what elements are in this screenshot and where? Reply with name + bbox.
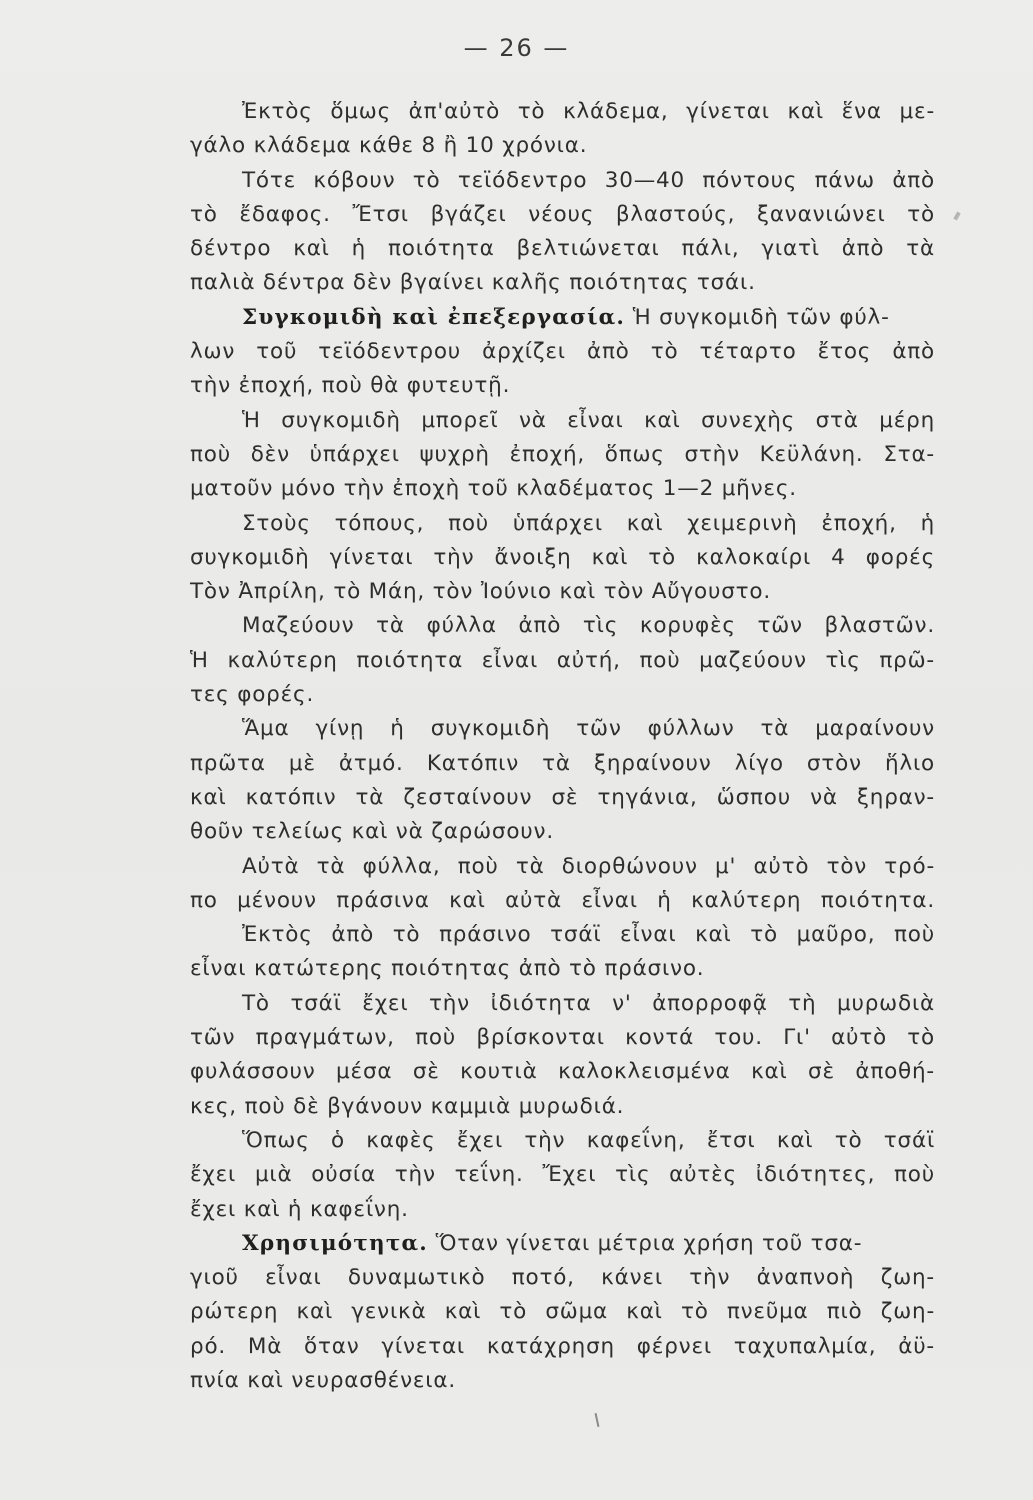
text-line: ἔχει καὶ ἡ καφεΐνη.: [190, 1196, 409, 1222]
text-line: ρό. Μὰ ὅταν γίνεται κατάχρηση φέρνει ταχυπαλμία, ἀϋ-: [190, 1333, 935, 1359]
text-line: Ἅμα γίνῃ ἡ συγκομιδὴ τῶν φύλλων τὰ μαραίνουν: [242, 716, 935, 742]
text-line: Τὸ τσάϊ ἔχει τὴν ἰδιότητα ν' ἀπορροφᾷ τὴ μυρωδιὰ: [242, 990, 935, 1016]
text-line: κες, ποὺ δὲ βγάνουν καμμιὰ μυρωδιά.: [190, 1093, 625, 1119]
text-line: δέντρο καὶ ἡ ποιότητα βελτιώνεται πάλι, γιατὶ ἀπὸ τὰ: [190, 236, 935, 262]
text-line: Ἡ συγκομιδὴ μπορεῖ νὰ εἶναι καὶ συνεχὴς στὰ μέρη: [242, 407, 935, 433]
text-run: Ἡ συγκομιδὴ τῶν φύλ-: [625, 304, 890, 330]
text-line: λων τοῦ τεϊόδεντρου ἀρχίζει ἀπὸ τὸ τέταρτο ἔτος ἀπὸ: [190, 339, 935, 365]
text-line: γιοῦ εἶναι δυναμωτικὸ ποτό, κάνει τὴν ἀναπνοὴ ζωη-: [190, 1265, 935, 1291]
text-line: θοῦν τελείως καὶ νὰ ζαρώσουν.: [190, 819, 554, 845]
text-line: Ὅπως ὁ καφὲς ἔχει τὴν καφεΐνη, ἔτσι καὶ τὸ τσάϊ: [242, 1127, 935, 1153]
text-line: γάλο κλάδεμα κάθε 8 ἢ 10 χρόνια.: [190, 133, 588, 159]
text-line: τες φορές.: [190, 682, 315, 708]
body-text: [190, 95, 935, 1398]
paper-speck: [595, 1413, 600, 1427]
text-line: Μαζεύουν τὰ φύλλα ἀπὸ τὶς κορυφὲς τῶν βλαστῶν.: [242, 613, 935, 639]
text-line: Ἐκτὸς ὅμως ἀπ'αὐτὸ τὸ κλάδεμα, γίνεται καὶ ἕνα με-: [242, 99, 935, 124]
text-line: ρώτερη καὶ γενικὰ καὶ τὸ σῶμα καὶ τὸ πνεῦμα πιὸ ζωη-: [190, 1299, 935, 1325]
text-run: Ὅταν γίνεται μέτρια χρήση τοῦ τσα-: [427, 1230, 863, 1256]
text-line: πο μένουν πράσινα καὶ αὐτὰ εἶναι ἡ καλύτερη ποιότητα.: [190, 887, 935, 913]
text-line: Στοὺς τόπους, ποὺ ὑπάρχει καὶ χειμερινὴ ἐποχή, ἡ: [242, 510, 935, 536]
text-line: Τὸν Ἀπρίλη, τὸ Μάη, τὸν Ἰούνιο καὶ τὸν Αὔγουστο.: [190, 579, 771, 605]
text-line: παλιὰ δέντρα δὲν βγαίνει καλῆς ποιότητας τσάι.: [190, 270, 756, 296]
text-line: πρῶτα μὲ ἀτμό. Κατόπιν τὰ ξηραίνουν λίγο στὸν ἥλιο: [190, 750, 935, 776]
section-heading: Συγκομιδὴ καὶ ἐπεξεργασία.: [242, 304, 626, 330]
paper-speck: [953, 212, 960, 221]
text-line: τὴν ἐποχή, ποὺ θὰ φυτευτῇ.: [190, 373, 511, 399]
text-line: καὶ κατόπιν τὰ ζεσταίνουν σὲ τηγάνια, ὥσπου νὰ ξηραν-: [190, 784, 935, 810]
text-line: Αὐτὰ τὰ φύλλα, ποὺ τὰ διορθώνουν μ' αὐτὸ τὸν τρό-: [242, 853, 935, 879]
text-line: ματοῦν μόνο τὴν ἐποχὴ τοῦ κλαδέματος 1—2 μῆνες.: [190, 476, 797, 502]
page-number: — 26 —: [463, 34, 570, 62]
text-line: ἔχει μιὰ οὐσία τὴν τεΐνη. Ἔχει τὶς αὐτὲς ἰδιότητες, ποὺ: [190, 1162, 935, 1188]
section-heading: Χρησιμότητα.: [242, 1230, 428, 1256]
text-line: Ἐκτὸς ἀπὸ τὸ πράσινο τσάϊ εἶναι καὶ τὸ μαῦρο, ποὺ: [242, 922, 935, 948]
text-line: [190, 301, 935, 335]
text-line: Ἡ καλύτερη ποιότητα εἶναι αὐτή, ποὺ μαζεύουν τὶς πρῶ-: [190, 647, 935, 673]
text-line: εἶναι κατώτερης ποιότητας ἀπὸ τὸ πράσινο.: [190, 956, 705, 982]
text-line: ποὺ δὲν ὑπάρχει ψυχρὴ ἐποχή, ὅπως στὴν Κεϋλάνη. Στα-: [190, 441, 935, 467]
text-line: φυλάσσουν μέσα σὲ κουτιὰ καλοκλεισμένα καὶ σὲ ἀποθή-: [190, 1059, 935, 1085]
text-line: Τότε κόβουν τὸ τεϊόδεντρο 30—40 πόντους πάνω ἀπὸ: [242, 167, 935, 193]
text-line: τὸ ἔδαφος. Ἔτσι βγάζει νέους βλαστούς, ξανανιώνει τὸ: [190, 201, 935, 227]
text-line: πνία καὶ νευρασθένεια.: [190, 1367, 456, 1393]
text-line: τῶν πραγμάτων, ποὺ βρίσκονται κοντά του. Γι' αὐτὸ τὸ: [190, 1025, 935, 1051]
text-line: συγκομιδὴ γίνεται τὴν ἄνοιξη καὶ τὸ καλοκαίρι 4 φορές: [190, 544, 935, 570]
text-line: [190, 1227, 935, 1261]
